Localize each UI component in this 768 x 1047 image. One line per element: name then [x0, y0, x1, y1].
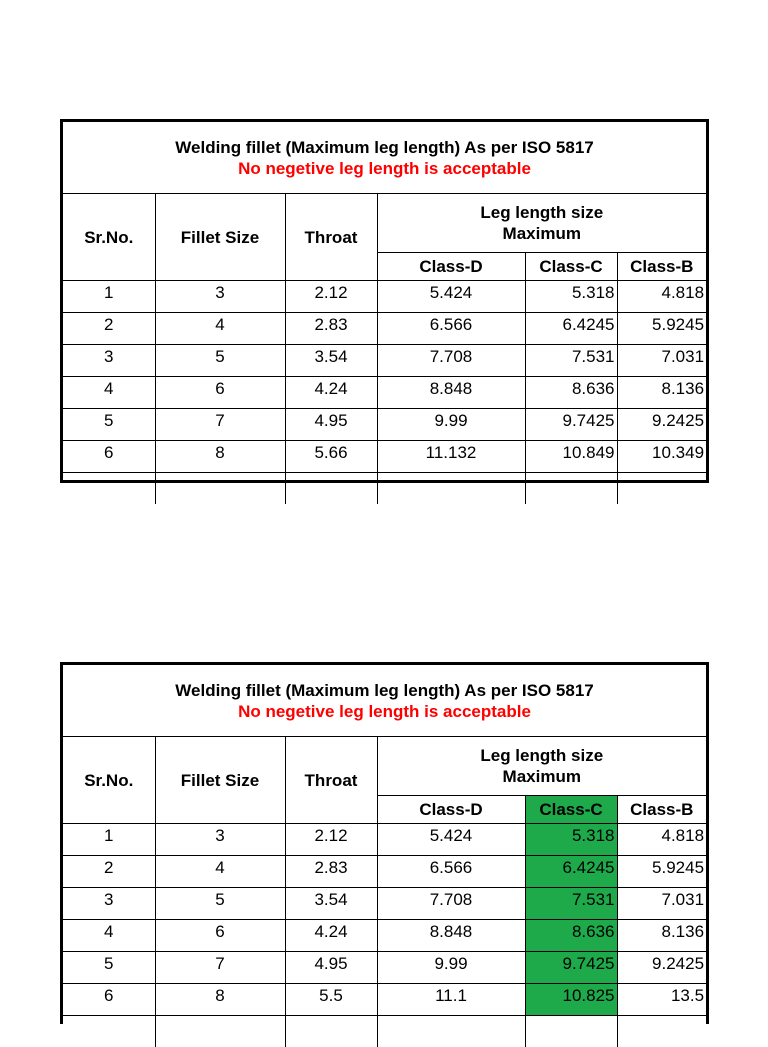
cell-srno: 1 — [63, 824, 155, 856]
table-title: Welding fillet (Maximum leg length) As per ISO 5817 — [65, 680, 704, 701]
header-class-b: Class-B — [617, 796, 706, 824]
cell-fillet-size: 4 — [155, 313, 285, 345]
header-leg-length-group — [377, 737, 706, 796]
table-row — [63, 984, 706, 1016]
table-warning: No negetive leg length is acceptable — [65, 701, 704, 722]
cell-throat: 2.83 — [285, 313, 377, 345]
cell-class-d: 5.424 — [377, 824, 525, 856]
cell-throat: 2.12 — [285, 281, 377, 313]
table-row — [63, 856, 706, 888]
cell-srno: 5 — [63, 952, 155, 984]
cell-class-d: 7.708 — [377, 345, 525, 377]
cell-class-b: 5.9245 — [617, 856, 706, 888]
cell-throat: 3.54 — [285, 888, 377, 920]
cell-class-b: 5.9245 — [617, 313, 706, 345]
cell-throat: 4.24 — [285, 377, 377, 409]
header-class-d: Class-D — [377, 796, 525, 824]
table-row — [63, 888, 706, 920]
header-leg-length-line2: Maximum — [380, 223, 705, 244]
table-title-cell — [63, 122, 706, 194]
header-class-d: Class-D — [377, 253, 525, 281]
cell-srno: 4 — [63, 377, 155, 409]
cell-fillet-size: 6 — [155, 920, 285, 952]
cell-class-b: 7.031 — [617, 345, 706, 377]
table-grid — [63, 122, 706, 504]
cell-throat: 2.83 — [285, 856, 377, 888]
cell-fillet-size: 8 — [155, 441, 285, 473]
cell-srno — [63, 1016, 155, 1047]
cell-class-d: 5.424 — [377, 281, 525, 313]
header-leg-length-line1: Leg length size — [380, 745, 705, 766]
table-row-empty — [63, 1016, 706, 1047]
cell-srno: 5 — [63, 409, 155, 441]
cell-class-d: 8.848 — [377, 920, 525, 952]
cell-class-c: 8.636 — [525, 377, 617, 409]
table-row — [63, 313, 706, 345]
cell-class-d — [377, 473, 525, 505]
table-row-empty — [63, 473, 706, 505]
cell-srno — [63, 473, 155, 505]
cell-class-c-highlighted: 10.825 — [525, 984, 617, 1016]
cell-fillet-size: 6 — [155, 377, 285, 409]
table-row — [63, 409, 706, 441]
cell-srno: 1 — [63, 281, 155, 313]
cell-class-c-highlighted: 7.531 — [525, 888, 617, 920]
cell-srno: 3 — [63, 345, 155, 377]
cell-class-c: 6.4245 — [525, 313, 617, 345]
cell-fillet-size — [155, 473, 285, 505]
table-row — [63, 345, 706, 377]
cell-throat — [285, 1016, 377, 1047]
table-warning: No negetive leg length is acceptable — [65, 158, 704, 179]
cell-class-b: 4.818 — [617, 281, 706, 313]
cell-class-b: 8.136 — [617, 377, 706, 409]
cell-class-d: 6.566 — [377, 856, 525, 888]
cell-class-b: 9.2425 — [617, 952, 706, 984]
cell-class-d — [377, 1016, 525, 1047]
table-title-cell — [63, 665, 706, 737]
leg-length-table-2 — [60, 662, 709, 1024]
cell-throat: 3.54 — [285, 345, 377, 377]
header-leg-length-group — [377, 194, 706, 253]
cell-throat: 5.66 — [285, 441, 377, 473]
header-class-c: Class-C — [525, 253, 617, 281]
cell-fillet-size: 4 — [155, 856, 285, 888]
cell-fillet-size: 7 — [155, 952, 285, 984]
table-row — [63, 824, 706, 856]
cell-class-b: 13.5 — [617, 984, 706, 1016]
cell-class-c: 10.849 — [525, 441, 617, 473]
cell-throat: 4.24 — [285, 920, 377, 952]
cell-fillet-size: 3 — [155, 281, 285, 313]
table-row — [63, 920, 706, 952]
cell-class-c: 9.7425 — [525, 409, 617, 441]
cell-class-d: 9.99 — [377, 409, 525, 441]
cell-class-c — [525, 1016, 617, 1047]
table-body — [63, 824, 706, 1047]
cell-class-b: 8.136 — [617, 920, 706, 952]
header-fillet-size: Fillet Size — [155, 737, 285, 824]
cell-srno: 6 — [63, 984, 155, 1016]
cell-class-d: 11.1 — [377, 984, 525, 1016]
table-row — [63, 281, 706, 313]
cell-fillet-size: 8 — [155, 984, 285, 1016]
leg-length-table-1 — [60, 119, 709, 483]
cell-class-d: 8.848 — [377, 377, 525, 409]
cell-fillet-size: 7 — [155, 409, 285, 441]
cell-class-b — [617, 1016, 706, 1047]
header-class-c-highlighted: Class-C — [525, 796, 617, 824]
cell-fillet-size: 5 — [155, 888, 285, 920]
cell-class-d: 9.99 — [377, 952, 525, 984]
cell-fillet-size — [155, 1016, 285, 1047]
cell-class-c-highlighted: 5.318 — [525, 824, 617, 856]
cell-class-d: 11.132 — [377, 441, 525, 473]
header-fillet-size: Fillet Size — [155, 194, 285, 281]
cell-fillet-size: 3 — [155, 824, 285, 856]
cell-srno: 6 — [63, 441, 155, 473]
cell-class-b: 7.031 — [617, 888, 706, 920]
cell-class-b: 4.818 — [617, 824, 706, 856]
cell-srno: 4 — [63, 920, 155, 952]
table-body — [63, 281, 706, 505]
header-throat: Throat — [285, 194, 377, 281]
cell-class-b — [617, 473, 706, 505]
table-row — [63, 441, 706, 473]
cell-throat — [285, 473, 377, 505]
header-leg-length-line1: Leg length size — [380, 202, 705, 223]
cell-class-c: 5.318 — [525, 281, 617, 313]
table-title: Welding fillet (Maximum leg length) As per ISO 5817 — [65, 137, 704, 158]
cell-class-c-highlighted: 8.636 — [525, 920, 617, 952]
cell-class-c-highlighted: 6.4245 — [525, 856, 617, 888]
table-row — [63, 377, 706, 409]
cell-srno: 2 — [63, 313, 155, 345]
cell-class-d: 7.708 — [377, 888, 525, 920]
cell-throat: 4.95 — [285, 409, 377, 441]
cell-srno: 3 — [63, 888, 155, 920]
header-srno: Sr.No. — [63, 737, 155, 824]
cell-throat: 5.5 — [285, 984, 377, 1016]
cell-class-b: 9.2425 — [617, 409, 706, 441]
cell-throat: 2.12 — [285, 824, 377, 856]
table-grid — [63, 665, 706, 1047]
header-throat: Throat — [285, 737, 377, 824]
cell-class-c-highlighted: 9.7425 — [525, 952, 617, 984]
cell-class-d: 6.566 — [377, 313, 525, 345]
cell-class-c: 7.531 — [525, 345, 617, 377]
cell-throat: 4.95 — [285, 952, 377, 984]
cell-srno: 2 — [63, 856, 155, 888]
header-class-b: Class-B — [617, 253, 706, 281]
table-row — [63, 952, 706, 984]
cell-class-b: 10.349 — [617, 441, 706, 473]
header-srno: Sr.No. — [63, 194, 155, 281]
header-leg-length-line2: Maximum — [380, 766, 705, 787]
cell-class-c — [525, 473, 617, 505]
cell-fillet-size: 5 — [155, 345, 285, 377]
